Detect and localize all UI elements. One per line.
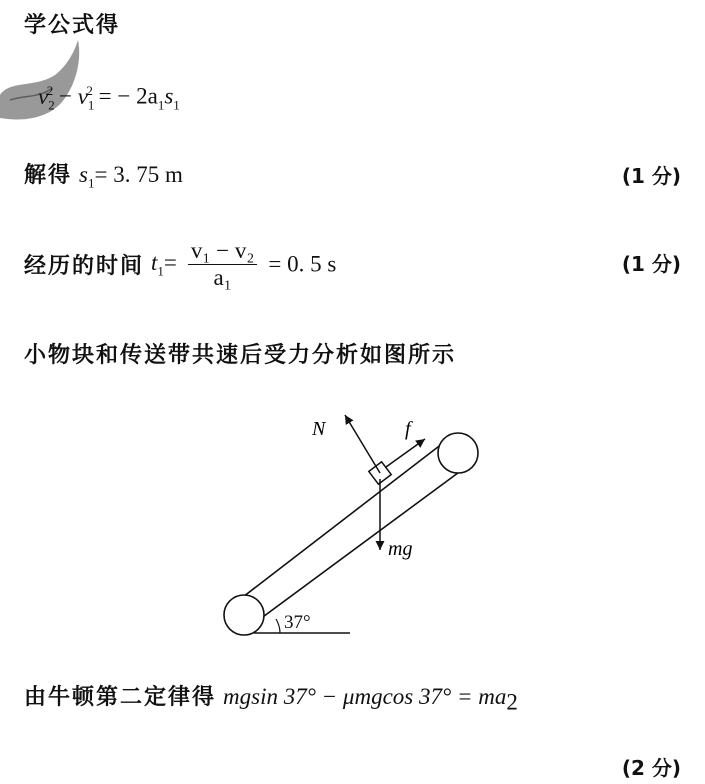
upper-pulley <box>438 433 478 473</box>
kinematics-equation: $v_2^2 - v_1^2$ = − $2a_1s_1$ <box>38 83 180 113</box>
angle-arc <box>276 619 280 633</box>
label-f: f <box>405 418 411 440</box>
score-3: (2 分) <box>621 756 681 780</box>
angle-label: 37° <box>284 612 311 633</box>
belt-bottom-edge <box>252 467 466 625</box>
label-N: N <box>312 418 326 440</box>
solve-s1-line: 解得 $s_1= 3$. 75 m <box>24 162 183 191</box>
v2-squared: $v_2^2$ <box>38 83 55 113</box>
score-2: (1 分) <box>621 252 681 276</box>
belt-top-edge <box>239 440 447 600</box>
heading-fragment: 学公式得 <box>24 13 121 38</box>
force-diagram <box>200 395 500 645</box>
lower-pulley <box>224 595 264 635</box>
time-line: 经历的时间 $t_1=$ $\frac{\text{v₁ − v₂}}{\text{a₁}}$ = 0. 5 s <box>24 238 337 290</box>
s1-value: = 3. 75 m <box>94 162 183 187</box>
newton-equation: mgsin 37° − μmgcos 37° = ma <box>223 684 507 709</box>
friction-arrow <box>386 439 425 467</box>
newton-line: 由牛顿第二定律得 mgsin 37° − μmgcos $37^\circ = ma_2$ <box>24 684 518 715</box>
analysis-text: 小物块和传送带共速后受力分析如图所示 <box>24 343 457 368</box>
t1-value: = 0. 5 s <box>268 251 337 277</box>
eq1-rhs: = − 2a <box>98 83 158 109</box>
time-fraction: $\frac{\text{v₁ − v₂}}{\text{a₁}}$ <box>188 238 258 291</box>
score-1: (1 分) <box>621 164 681 188</box>
normal-force-arrow <box>345 415 380 473</box>
label-mg: mg <box>388 538 413 560</box>
v1-squared: $v_1^2$ <box>77 83 95 113</box>
